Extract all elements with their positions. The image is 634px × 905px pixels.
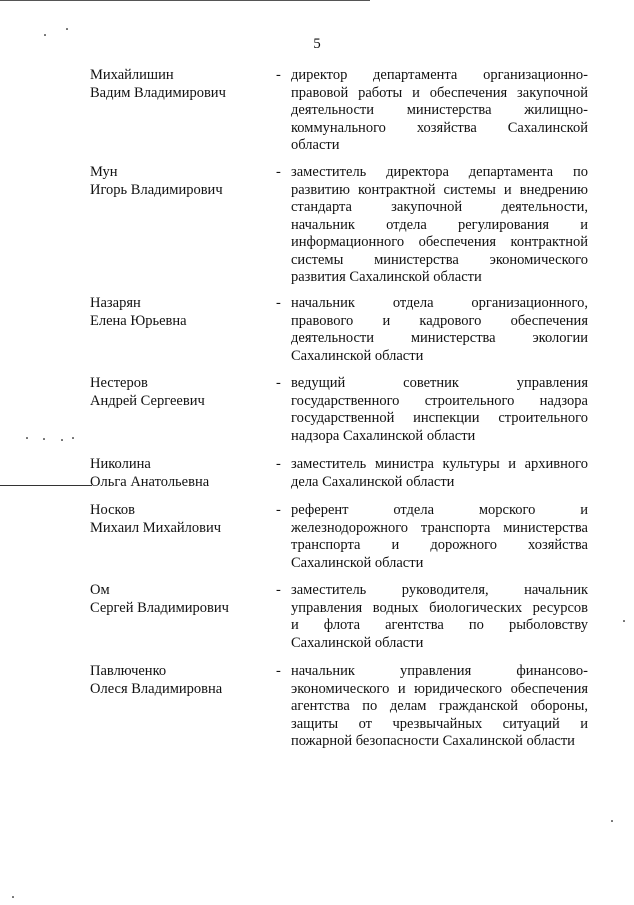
role-line: государственного строительного надзора xyxy=(291,392,588,409)
role-line: развития Сахалинской области xyxy=(291,269,482,285)
role-line: ведущий советник управления xyxy=(291,375,588,391)
role-line: референт отдела морского и xyxy=(291,502,588,518)
given-names: Игорь Владимирович xyxy=(90,181,223,198)
scan-speck xyxy=(66,28,68,30)
role-line: области xyxy=(291,137,340,153)
role-line: начальник управления финансово- xyxy=(291,663,588,679)
role-line: железнодорожного транспорта министерства xyxy=(291,519,588,536)
person-name xyxy=(90,582,275,617)
position-description xyxy=(291,582,588,652)
role-line: начальник отдела организационного, xyxy=(291,295,588,311)
position-description xyxy=(291,375,588,445)
given-names: Сергей Владимирович xyxy=(90,599,229,616)
person-name xyxy=(90,164,275,199)
role-line: начальник отдела регулирования и xyxy=(291,216,588,233)
role-line: системы министерства экономического xyxy=(291,251,588,268)
separator-dash: - xyxy=(276,456,281,472)
separator-dash: - xyxy=(276,663,281,679)
surname: Николина xyxy=(90,456,151,472)
role-line: развитию контрактной системы и внедрению xyxy=(291,181,588,198)
role-line: управления водных биологических ресурсов xyxy=(291,599,588,616)
scan-speck xyxy=(43,438,45,440)
role-line: стандарта закупочной деятельности, xyxy=(291,199,588,215)
role-line: пожарной безопасности Сахалинской области xyxy=(291,733,575,749)
scan-top-line xyxy=(0,0,370,1)
role-line: правовой работы и обеспечения закупочной xyxy=(291,84,588,101)
separator-dash: - xyxy=(276,375,281,391)
surname: Назарян xyxy=(90,295,141,311)
separator-dash: - xyxy=(276,67,281,83)
surname: Нестеров xyxy=(90,375,148,391)
scan-speck xyxy=(623,620,625,622)
role-line: Сахалинской области xyxy=(291,347,424,364)
role-line: агентства по делам гражданской обороны, xyxy=(291,698,588,714)
role-line: заместитель директора департамента по xyxy=(291,164,588,180)
separator-dash: - xyxy=(276,295,281,311)
scan-speck xyxy=(72,437,74,439)
role-line: директор департамента организационно- xyxy=(291,67,588,83)
role-line: информационного обеспечения контрактной xyxy=(291,234,588,250)
surname: Мун xyxy=(90,164,118,180)
position-description xyxy=(291,295,588,365)
position-description xyxy=(291,663,588,751)
given-names: Олеся Владимировна xyxy=(90,680,223,697)
scan-speck xyxy=(26,437,28,439)
position-description xyxy=(291,502,588,572)
role-line: деятельности министерства жилищно- xyxy=(291,102,588,118)
role-line: и флота агентства по рыболовству xyxy=(291,617,588,633)
surname: Павлюченко xyxy=(90,663,167,679)
given-names: Михаил Михайлович xyxy=(90,519,222,536)
page-number: 5 xyxy=(313,36,321,52)
given-names: Вадим Владимирович xyxy=(90,84,226,101)
role-line: коммунального хозяйства Сахалинской xyxy=(291,119,588,136)
person-name xyxy=(90,663,275,698)
scan-speck xyxy=(61,439,63,441)
scan-speck xyxy=(611,820,613,822)
surname: Носков xyxy=(90,502,135,518)
given-names: Ольга Анатольевна xyxy=(90,473,210,490)
role-line: деятельности министерства экологии xyxy=(291,330,588,346)
position-description xyxy=(291,456,588,491)
surname: Михайлишин xyxy=(90,67,174,83)
role-line: транспорта и дорожного хозяйства xyxy=(291,537,588,553)
position-description xyxy=(291,67,588,155)
surname: Ом xyxy=(90,582,110,598)
role-line: заместитель руководителя, начальник xyxy=(291,582,588,598)
given-names: Елена Юрьевна xyxy=(90,312,187,329)
role-line: государственной инспекции строительного xyxy=(291,410,588,426)
separator-dash: - xyxy=(276,502,281,518)
role-line: защиты от чрезвычайных ситуаций и xyxy=(291,715,588,732)
role-line: правового и кадрового обеспечения xyxy=(291,312,588,329)
role-line: Сахалинской области xyxy=(291,634,424,651)
scan-speck xyxy=(12,896,14,898)
separator-dash: - xyxy=(276,164,281,180)
scan-underline-artifact xyxy=(0,485,92,486)
role-line: надзора Сахалинской области xyxy=(291,427,476,444)
position-description xyxy=(291,164,588,287)
person-name xyxy=(90,456,275,491)
person-name xyxy=(90,502,275,537)
separator-dash: - xyxy=(276,582,281,598)
person-name xyxy=(90,295,275,330)
role-line: экономического и юридического обеспечения xyxy=(291,680,588,697)
person-name xyxy=(90,67,275,102)
role-line: заместитель министра культуры и архивного xyxy=(291,456,588,472)
role-line: Сахалинской области xyxy=(291,554,424,571)
role-line: дела Сахалинской области xyxy=(291,473,455,490)
given-names: Андрей Сергеевич xyxy=(90,392,205,409)
person-name xyxy=(90,375,275,410)
